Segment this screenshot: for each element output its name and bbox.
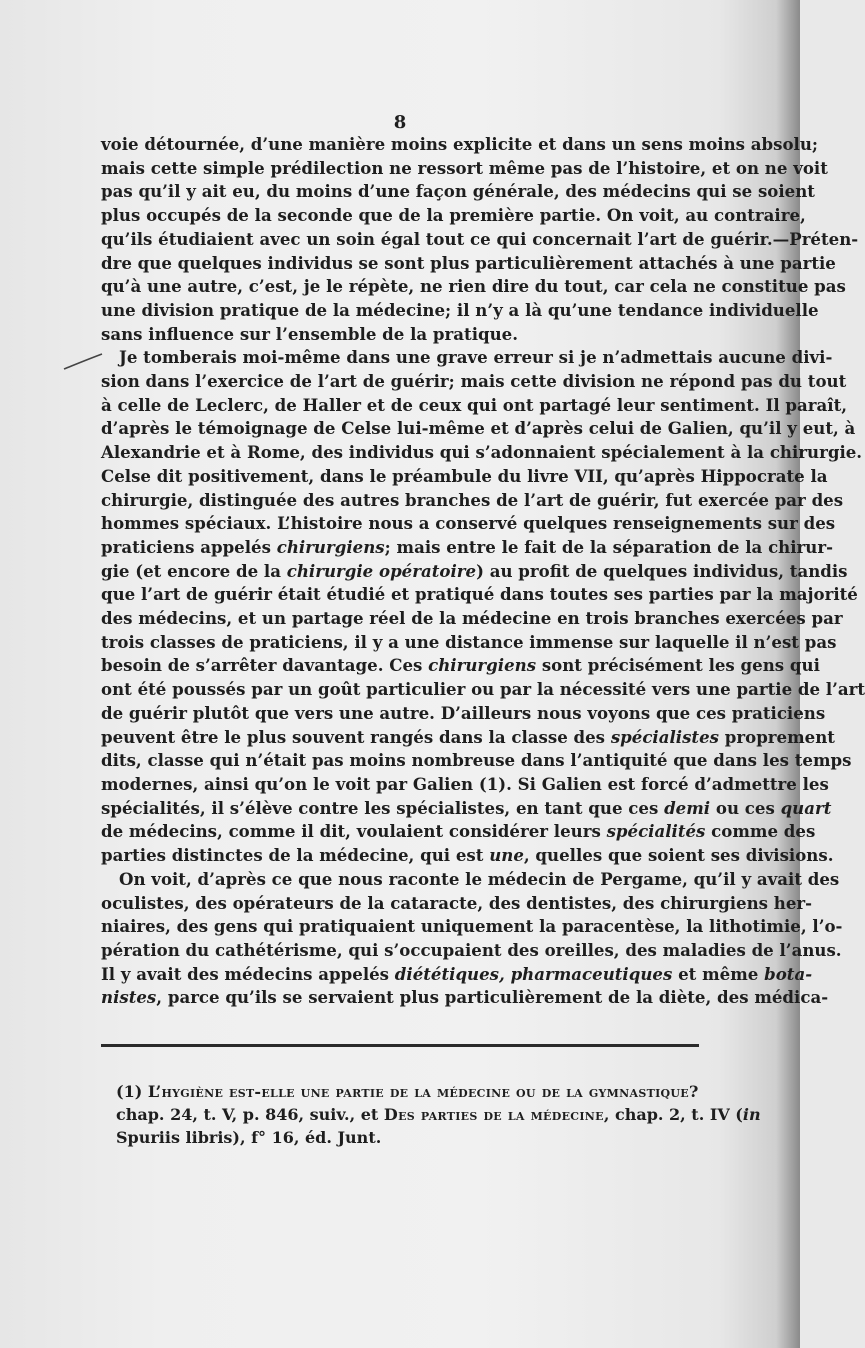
text-line: d’après le témoignage de Celse lui-même et d’après celui de Galien, qu’il y eut, à bbox=[101, 418, 856, 439]
text-line: Je tomberais moi-même dans une grave erreur si je n’admettais aucune divi- bbox=[119, 347, 833, 368]
footnote-title: L’hygiène est-elle une partie de la médecine ou de la gymnastique? bbox=[147, 1082, 699, 1101]
footnote-line bbox=[116, 1103, 761, 1126]
paragraph-2 bbox=[101, 346, 865, 867]
text-line: qu’ils étudiaient avec un soin égal tout ce qui concernait l’art de guérir.—Préten- bbox=[101, 228, 859, 249]
text-run: praticiens appelés bbox=[101, 536, 277, 557]
text-line: pération du cathétérisme, qui s’occupaient des oreilles, des maladies de l’anus. bbox=[101, 939, 842, 960]
text-line: que l’art de guérir était étudié et pratiqué dans toutes ses parties par la majorité bbox=[101, 584, 858, 605]
text-run: peuvent être le plus souvent rangés dans la classe des bbox=[101, 726, 611, 747]
text-run: chap. 24, t. V, p. 846, suiv., et bbox=[116, 1105, 384, 1124]
text-line: trois classes de praticiens, il y a une distance immense sur laquelle il n’est pas bbox=[101, 631, 837, 652]
text-line bbox=[101, 536, 833, 560]
text-line bbox=[101, 844, 834, 868]
footnote-line bbox=[116, 1080, 700, 1103]
body-text bbox=[101, 133, 865, 1010]
text-line: dre que quelques individus se sont plus particulièrement attachés à une partie bbox=[101, 252, 836, 273]
text-run: ) au profit de quelques individus, tandis bbox=[476, 560, 848, 581]
text-line bbox=[101, 560, 848, 584]
page-number: 8 bbox=[393, 112, 407, 133]
text-line: niaires, des gens qui pratiquaient uniquement la paracentèse, la lithotimie, l’o- bbox=[101, 916, 843, 937]
text-line: sans influence sur l’ensemble de la pratique. bbox=[101, 323, 518, 344]
text-line: des médecins, et un partage réel de la médecine en trois branches exercées par bbox=[101, 608, 843, 629]
footnote-number: (1) bbox=[116, 1082, 143, 1101]
text-run: parties distinctes de la médecine, qui est bbox=[101, 845, 490, 866]
text-run: gie (et encore de la bbox=[101, 560, 287, 581]
text-line: mais cette simple prédilection ne ressort même pas de l’histoire, et on ne voit bbox=[101, 157, 828, 178]
italic-term: nistes bbox=[101, 987, 157, 1008]
text-run: proprement bbox=[719, 726, 835, 747]
text-line: hommes spéciaux. L’histoire nous a conservé quelques renseignements sur des bbox=[101, 513, 836, 534]
footnote-line: Spuriis libris), f° 16, éd. Junt. bbox=[116, 1128, 382, 1147]
text-line: à celle de Leclerc, de Haller et de ceux qui ont partagé leur sentiment. Il paraît, bbox=[101, 394, 848, 415]
text-line: chirurgie, distinguée des autres branches de l’art de guérir, fut exercée par des bbox=[101, 489, 844, 510]
text-line: Alexandrie et à Rome, des individus qui s’adonnaient spécialement à la chirurgie. bbox=[101, 442, 863, 463]
paragraph-3 bbox=[101, 868, 843, 1010]
text-run: , chap. 2, t. IV ( bbox=[603, 1105, 743, 1124]
footnote-title: Des parties de la médecine bbox=[383, 1105, 604, 1124]
text-run: , quelles que soient ses divisions. bbox=[523, 845, 834, 866]
italic-term: chirurgiens bbox=[276, 536, 385, 557]
italic-term: diététiques, pharmaceutiques bbox=[394, 963, 673, 984]
text-line bbox=[101, 986, 829, 1010]
text-line: ont été poussés par un goût particulier ou par la nécessité vers une partie de l’art bbox=[101, 679, 865, 700]
italic-term: une bbox=[489, 845, 524, 866]
text-run: sont précisément les gens qui bbox=[536, 655, 820, 676]
text-run: besoin de s’arrêter davantage. Ces bbox=[101, 655, 429, 676]
text-line: plus occupés de la seconde que de la première partie. On voit, au contraire, bbox=[101, 205, 806, 226]
italic-term: spécialistes bbox=[610, 726, 719, 747]
text-run: de médecins, comme il dit, voulaient considérer leurs bbox=[101, 821, 607, 842]
text-line: pas qu’il y ait eu, du moins d’une façon générale, des médecins qui se soient bbox=[101, 181, 815, 202]
text-run: , parce qu’ils se servaient plus particulièrement de la diète, des médica- bbox=[156, 987, 829, 1008]
text-line: voie détournée, d’une manière moins explicite et dans un sens moins absolu; bbox=[101, 134, 819, 154]
footnote bbox=[116, 1080, 761, 1149]
italic-term: in bbox=[742, 1105, 761, 1124]
text-line: qu’à une autre, c’est, je le répète, ne rien dire du tout, car cela ne constitue pas bbox=[101, 276, 846, 297]
italic-term: bota- bbox=[764, 963, 813, 984]
text-line: oculistes, des opérateurs de la cataracte, des dentistes, des chirurgiens her- bbox=[101, 892, 813, 913]
text-line: une division pratique de la médecine; il n’y a là qu’une tendance individuelle bbox=[101, 299, 819, 320]
text-run: ; mais entre le fait de la séparation de la chirur- bbox=[384, 536, 833, 557]
italic-term: spécialités bbox=[606, 821, 706, 842]
margin-pencil-mark bbox=[62, 352, 104, 372]
text-line: de guérir plutôt que vers une autre. D’ailleurs nous voyons que ces praticiens bbox=[101, 702, 826, 723]
text-run: ou ces bbox=[710, 797, 781, 818]
text-run: Il y avait des médecins appelés bbox=[101, 963, 395, 984]
text-line: Celse dit positivement, dans le préambule du livre VII, qu’après Hippocrate la bbox=[101, 465, 828, 486]
text-line bbox=[101, 820, 816, 844]
text-line: modernes, ainsi qu’on le voit par Galien (1). Si Galien est forcé d’admettre les bbox=[101, 773, 829, 794]
text-run: et même bbox=[672, 963, 765, 984]
text-line bbox=[101, 654, 820, 678]
text-line: On voit, d’après ce que nous raconte le médecin de Pergame, qu’il y avait des bbox=[119, 868, 840, 889]
text-line: dits, classe qui n’était pas moins nombreuse dans l’antiquité que dans les temps bbox=[101, 750, 852, 771]
italic-term: demi bbox=[664, 797, 711, 818]
text-line bbox=[101, 726, 835, 750]
paragraph-1 bbox=[101, 133, 859, 346]
text-run: comme des bbox=[705, 821, 816, 842]
text-line: sion dans l’exercice de l’art de guérir; mais cette division ne répond pas du tout bbox=[101, 371, 847, 392]
italic-term: chirurgiens bbox=[428, 655, 537, 676]
text-line bbox=[101, 797, 832, 821]
italic-term: chirurgie opératoire bbox=[286, 560, 477, 581]
text-line bbox=[101, 963, 813, 987]
text-run: spécialités, il s’élève contre les spécialistes, en tant que ces bbox=[101, 797, 665, 818]
footnote-rule bbox=[101, 1044, 699, 1047]
italic-term: quart bbox=[780, 797, 832, 818]
